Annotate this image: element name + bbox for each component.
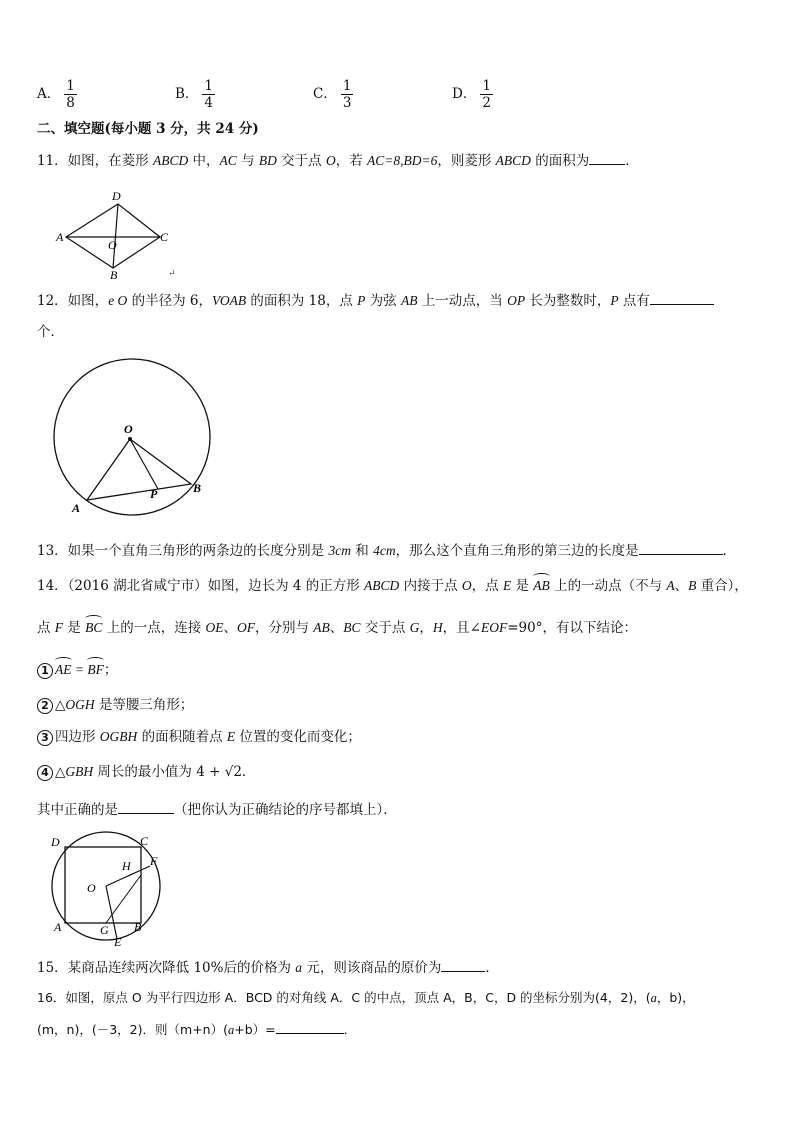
question-12-line2: 个． bbox=[37, 324, 64, 340]
answer-blank bbox=[639, 540, 723, 555]
question-11: 11．如图，在菱形 ABCD 中，AC 与 BD 交于点 O，若 AC=8,BD=6，则菱形 ABCD 的面积为 ． bbox=[37, 150, 639, 171]
label-p: P bbox=[150, 487, 158, 501]
label-d: D bbox=[112, 189, 121, 203]
label-e: E bbox=[114, 935, 122, 949]
question-16-line2: (m，n)，(－3，2)．则（m+n）(a+b）= ． bbox=[37, 1019, 356, 1040]
question-13: 13．如果一个直角三角形的两条边的长度分别是 3cm 和 4cm，那么这个直角三角形的第三边的长度是 ． bbox=[37, 540, 736, 561]
conclusion-1: 1 AE = BF； bbox=[37, 660, 117, 680]
option-d: D． $\frac{1}{2}$ bbox=[452, 78, 491, 111]
label-c: C bbox=[140, 834, 149, 848]
answer-blank bbox=[118, 799, 174, 814]
label-a: A bbox=[72, 501, 81, 515]
question-14: 14．（2016 湖北省咸宁市）如图，边长为 4 的正方形 ABCD 内接于点 O，点 E 是 AB 上的一动点（不与 A、B 重合）， bbox=[37, 578, 748, 594]
section-title: 二、填空题(每小题 3 分，共 24 分) bbox=[37, 121, 259, 137]
question-12: 12．如图，e O 的半径为 6，VOAB 的面积为 18，点 P 为弦 AB 上一动点，当 OP 长为整数时，P 点有 bbox=[37, 290, 714, 311]
label-a: A bbox=[56, 230, 64, 244]
circle-figure-12 bbox=[50, 355, 220, 520]
option-b: B． $\frac{1}{4}$ bbox=[175, 78, 214, 111]
label-o: O bbox=[124, 422, 133, 436]
label-o: O bbox=[108, 238, 117, 252]
option-a: A． $\frac{1}{8}$ bbox=[37, 78, 75, 111]
label-c: C bbox=[160, 230, 169, 244]
label-b: B bbox=[110, 268, 118, 280]
label-b: B bbox=[134, 920, 142, 934]
label-a: A bbox=[54, 920, 62, 934]
question-15: 15．某商品连续两次降低 10%后的价格为 a 元，则该商品的原价为 ． bbox=[37, 957, 499, 978]
conclusion-2: 2 △OGH 是等腰三角形； bbox=[37, 695, 193, 715]
answer-blank bbox=[589, 150, 625, 165]
label-g: G bbox=[100, 923, 109, 937]
answer-blank bbox=[276, 1019, 344, 1034]
rhombus-figure bbox=[50, 186, 190, 280]
square-circle-figure bbox=[44, 830, 174, 950]
answer-blank bbox=[650, 290, 714, 305]
conclusion-3: 3 四边形 OGBH 的面积随着点 E 位置的变化而变化； bbox=[37, 727, 361, 747]
return-mark: ↵ bbox=[168, 268, 176, 278]
answer-blank bbox=[441, 957, 485, 972]
question-14-line2: 点 F 是 BC 上的一点，连接 OE、OF，分别与 AB、BC 交于点 G，H，且∠EOF=90°，有以下结论： bbox=[37, 620, 637, 636]
label-b: B bbox=[193, 481, 202, 495]
question-16: 16．如图，原点 O 为平行四边形 A．BCD 的对角线 A．C 的中点，顶点 A，B，C，D 的坐标分别为(4，2)，(a，b)， bbox=[37, 990, 695, 1005]
label-d: D bbox=[51, 835, 60, 849]
label-o: O bbox=[87, 881, 96, 895]
conclusion-4: 4 △GBH 周长的最小值为 4 + √2． bbox=[37, 762, 255, 782]
option-c: C． $\frac{1}{3}$ bbox=[313, 78, 352, 111]
label-f: F bbox=[150, 854, 158, 868]
label-h: H bbox=[122, 859, 131, 873]
question-14-ask: 其中正确的是 （把你认为正确结论的序号都填上）． bbox=[37, 799, 397, 820]
